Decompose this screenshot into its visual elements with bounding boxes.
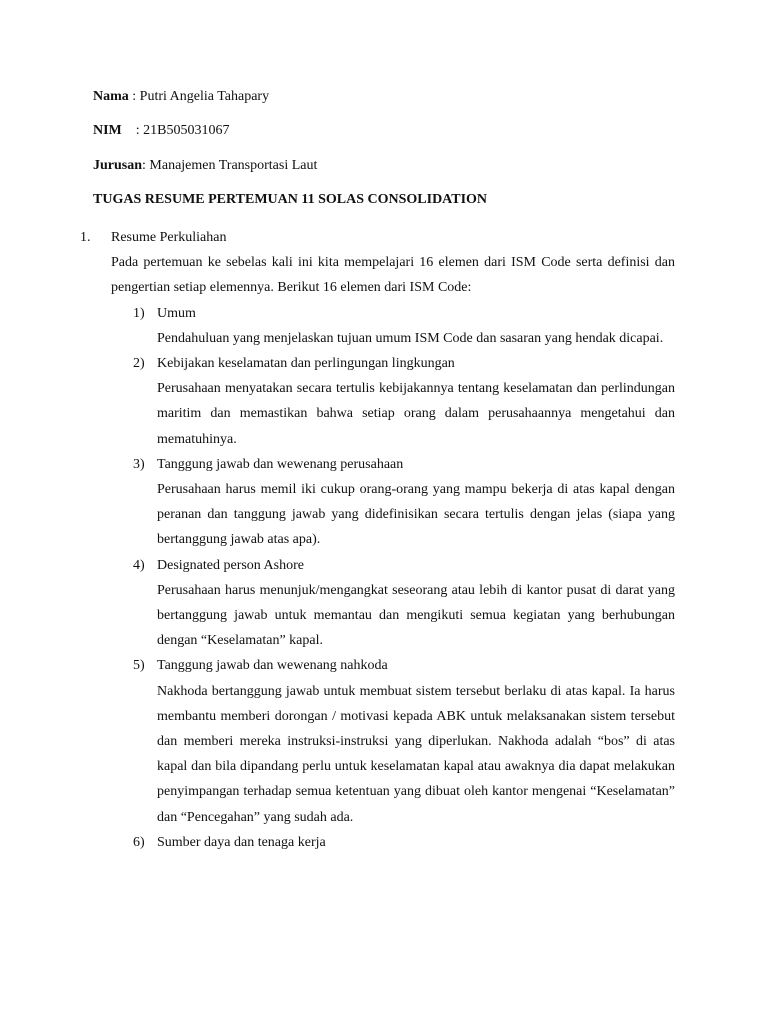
item-number: 4) [133, 557, 145, 573]
item-description: Pendahuluan yang menjelaskan tujuan umum ISM Code dan sasaran yang hendak dicapai. [157, 330, 664, 346]
nama-value: : Putri Angelia Tahapary [128, 89, 270, 104]
nim-label: NIM [93, 123, 122, 138]
item-description: Perusahaan harus menunjuk/mengangkat seseorang atau lebih di kantor pusat di darat yang bertanggung jawab untuk memantau dan mengikuti semua kegiatan yang berhubungan dengan “Keselamatan” kapal. [157, 582, 675, 649]
item-number: 2) [133, 356, 145, 372]
list-item [111, 301, 675, 351]
item-description: Nakhoda bertanggung jawab untuk membuat sistem tersebut berlaku di atas kapal. Ia harus membantu memberi dorongan / motivasi kepada ABK untuk melaksanakan sistem tersebut dan memberi mereka instruksi-instruksi yang diperlukan. Nakhoda adalah “bos” di atas kapal dan bila dipandang perlu untuk keselamatan kapal atau awaknya dia dapat melakukan penyimpangan terhadap semua ketentuan yang dibuat oleh kantor mengenai “Keselamatan” dan “Pencegahan” yang sudah ada. [157, 683, 675, 825]
jurusan-value: : Manajemen Transportasi Laut [142, 158, 318, 173]
jurusan-line [93, 156, 317, 176]
section-intro: Pada pertemuan ke sebelas kali ini kita mempelajari 16 elemen dari ISM Code serta definisi dan pengertian setiap elemennya. Berikut 16 elemen dari ISM Code: [111, 255, 675, 296]
item-title: Tanggung jawab dan wewenang nahkoda [157, 658, 388, 674]
nama-label: Nama [93, 89, 129, 104]
item-description: Perusahaan harus memil iki cukup orang-orang yang mampu bekerja di atas kapal dengan peranan dan tanggung jawab yang didefinisikan secara tertulis dengan jelas (siapa yang bertanggung jawab atas apa). [157, 482, 675, 548]
item-number: 1) [133, 305, 145, 321]
item-title: Umum [157, 305, 196, 321]
section-resume [80, 225, 675, 855]
document-title: TUGAS RESUME PERTEMUAN 11 SOLAS CONSOLIDATION [93, 192, 488, 207]
list-item [111, 653, 675, 829]
list-item [111, 830, 675, 855]
item-number: 6) [133, 834, 145, 850]
item-description: Perusahaan menyatakan secara tertulis kebijakannya tentang keselamatan dan perlindungan maritim dan memastikan bahwa setiap orang dalam perusahaannya mengetahui dan mematuhinya. [157, 381, 675, 447]
element-list [111, 301, 675, 855]
section-heading: Resume Perkuliahan [111, 230, 227, 245]
item-title: Kebijakan keselamatan dan perlingungan lingkungan [157, 356, 455, 372]
jurusan-label: Jurusan [93, 158, 143, 173]
nim-line [93, 121, 230, 141]
list-item [111, 351, 675, 452]
list-item [111, 452, 675, 553]
item-title: Tanggung jawab dan wewenang perusahaan [157, 456, 404, 472]
nama-line [93, 87, 269, 107]
item-title: Sumber daya dan tenaga kerja [157, 834, 326, 850]
item-title: Designated person Ashore [157, 557, 304, 573]
list-item [111, 553, 675, 654]
section-number: 1. [80, 230, 91, 245]
item-number: 3) [133, 456, 145, 472]
item-number: 5) [133, 658, 145, 674]
nim-value: : 21B505031067 [121, 123, 230, 138]
document-body [80, 225, 675, 855]
